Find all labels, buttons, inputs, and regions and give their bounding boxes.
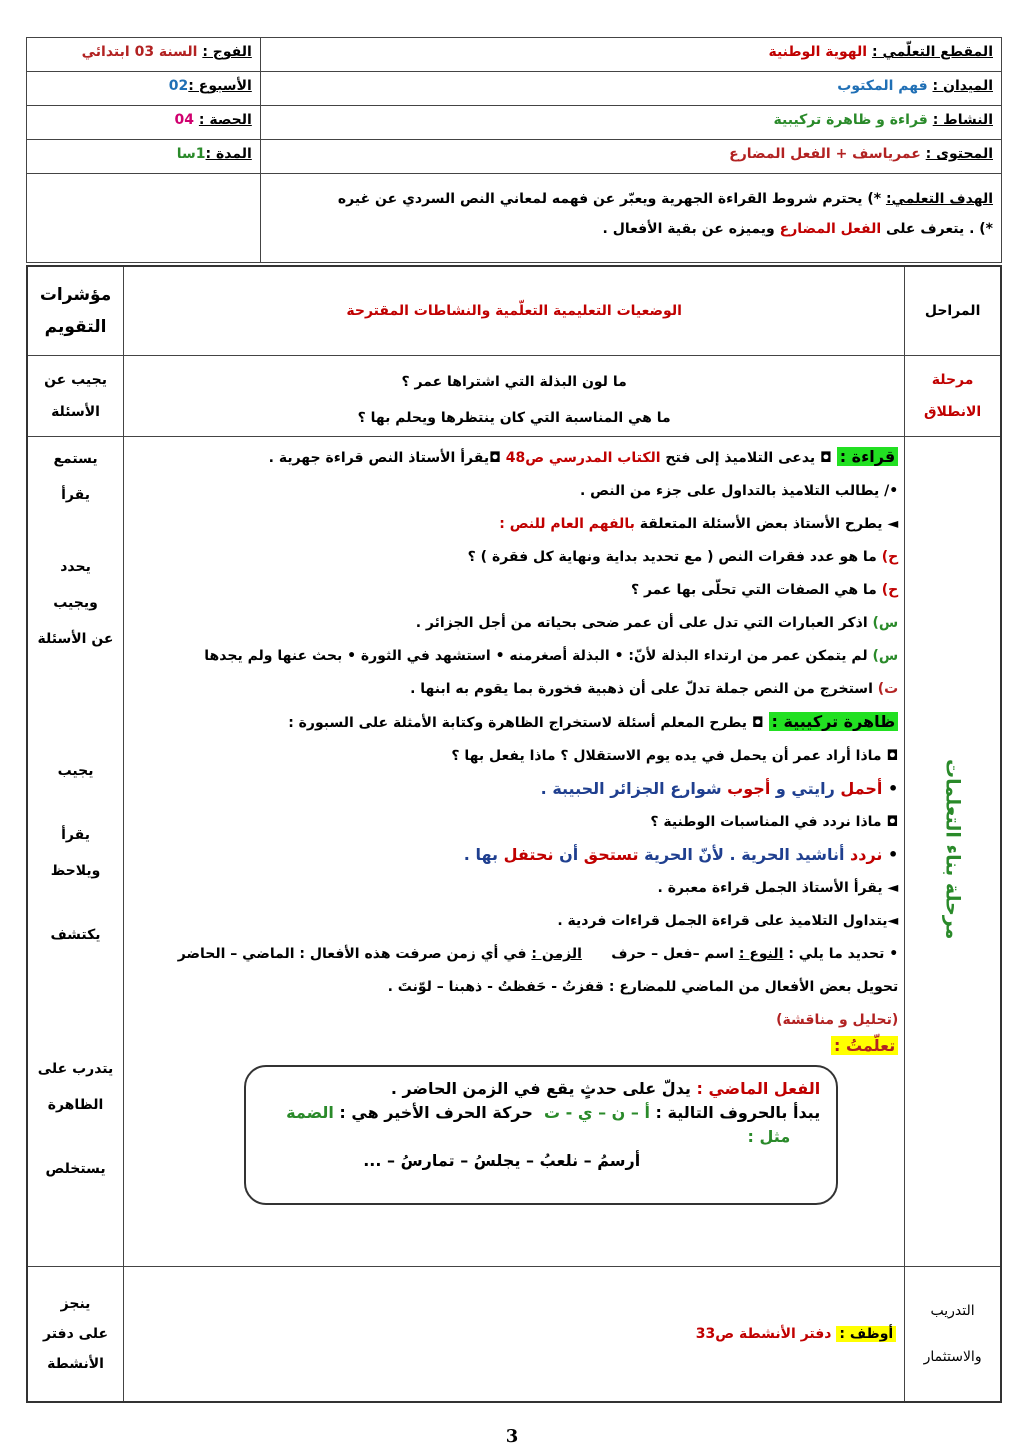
field-value: فهم المكتوب bbox=[837, 78, 928, 94]
rule-box bbox=[244, 1065, 838, 1205]
question-s2 bbox=[134, 646, 898, 666]
question-s1 bbox=[134, 613, 898, 633]
example-1-verb-1: أحمل bbox=[840, 779, 883, 798]
questions-intro bbox=[134, 514, 898, 534]
goal-label: الهدف التعلمي: bbox=[885, 191, 993, 207]
rule-1-text: يدلّ على حدثٍ يقع في الزمن الحاضر . bbox=[390, 1079, 691, 1098]
launch-stage-1: مرحلة bbox=[931, 372, 974, 388]
questions-intro-b: بالفهم العام للنص : bbox=[499, 516, 635, 532]
activity-value: قراءة و ظاهرة تركيبية bbox=[773, 112, 928, 128]
launch-indicators bbox=[27, 356, 124, 437]
example-1-text-2: شوارع الجزائر الحبيبة . bbox=[540, 779, 722, 798]
question-h2-tag: ح) bbox=[881, 582, 899, 598]
identify-intro: • تحديد ما يلي : bbox=[788, 946, 899, 962]
build-content bbox=[124, 437, 905, 1267]
class-value: السنة 03 ابتدائي bbox=[81, 44, 198, 60]
build-ind-discover: يكتشف bbox=[50, 927, 101, 943]
practice-content bbox=[124, 1267, 905, 1402]
segment-value: الهوية الوطنية bbox=[768, 44, 868, 60]
practice-tag: أوظف : bbox=[836, 1326, 896, 1342]
rule-2-mark: الضمة bbox=[286, 1103, 334, 1122]
textbook-ref: الكتاب المدرسي ص48 bbox=[505, 450, 661, 466]
analysis-note: (تحليل و مناقشة) bbox=[776, 1012, 899, 1028]
build-ind-answer: ويجيب bbox=[53, 595, 98, 611]
practice-ind-1: ينجز bbox=[60, 1295, 91, 1312]
duration-label: المدة : bbox=[205, 146, 252, 162]
rule-2-text-b: حركة الحرف الأخير هي : bbox=[339, 1103, 533, 1122]
build-ind-practice: يتدرب على bbox=[37, 1061, 114, 1077]
reading-tag: قراءة : bbox=[837, 447, 899, 466]
learned-line bbox=[134, 1036, 898, 1057]
build-stage bbox=[905, 437, 1001, 1267]
launch-questions bbox=[124, 356, 905, 437]
build-ind-identify: يحدد bbox=[60, 559, 91, 575]
reading-text-b: ◘يقرأ الأستاذ النص قراءة جهرية . bbox=[268, 450, 501, 466]
questions-intro-a: ◄ يطرح الأستاذ بعض الأسئلة المتعلقة bbox=[639, 516, 899, 532]
question-t-tag: ت) bbox=[877, 681, 899, 697]
goal-cell bbox=[260, 174, 1001, 262]
goal-empty-cell bbox=[27, 174, 261, 262]
rule-line-2 bbox=[262, 1101, 820, 1125]
question-t-text: استخرج من النص جملة تدلّ على أن ذهبية فخورة بما يقوم به ابنها . bbox=[410, 681, 873, 697]
example-2-text-1: أناشيد الحرية . لأنّ الحرية bbox=[644, 845, 845, 864]
build-ind-conclude: يستخلص bbox=[45, 1161, 106, 1177]
question-s1-tag: س) bbox=[872, 615, 899, 631]
duration-value: 1سا bbox=[176, 146, 206, 162]
indicators-header-1: مؤشرات bbox=[39, 284, 112, 305]
content-label: المحتوى : bbox=[925, 146, 993, 162]
example-1-verb-2: أجوب bbox=[727, 779, 771, 798]
session-label: الحصة : bbox=[198, 112, 252, 128]
rule-line-3: مثل : bbox=[747, 1127, 791, 1146]
launch-stage bbox=[905, 356, 1001, 437]
goal-text-2b: ويميزه عن بقية الأفعال . bbox=[602, 221, 775, 237]
question-h2 bbox=[134, 580, 898, 600]
build-ind-read-2: يقرأ bbox=[61, 827, 90, 843]
class-label: الفوج : bbox=[202, 44, 252, 60]
week-label: الأسبوع : bbox=[188, 78, 252, 94]
example-2-text-2: أن bbox=[559, 845, 579, 864]
time-label: الزمن : bbox=[531, 946, 582, 962]
header-table bbox=[26, 37, 1002, 174]
build-ind-answer-2: يجيب bbox=[57, 763, 94, 779]
learned-tag: تعلّمتُ : bbox=[831, 1036, 898, 1055]
field-label: الميدان : bbox=[932, 78, 993, 94]
example-1-text-1: رايتي و bbox=[775, 779, 835, 798]
indicators-header bbox=[27, 266, 124, 356]
launch-ind-1: يجيب عن bbox=[44, 372, 107, 388]
lesson-sheet bbox=[26, 37, 1002, 1403]
rule-line-1 bbox=[262, 1077, 820, 1101]
type-label: النوع : bbox=[738, 946, 784, 962]
rule-2-text-a: يبدأ بالحروف التالية : bbox=[655, 1103, 821, 1122]
convert-line: تحويل بعض الأفعال من الماضي للمضارع : قفزتُ - حَفظتُ - ذهبنا – لوّنتَ . bbox=[387, 979, 899, 995]
build-ind-read: يقرأ bbox=[61, 487, 90, 503]
identify-line bbox=[134, 944, 898, 964]
question-h1 bbox=[134, 547, 898, 567]
indicators-header-2: التقويم bbox=[44, 316, 107, 337]
reading-line bbox=[134, 447, 898, 468]
practice-ind-3: الأنشطة bbox=[47, 1355, 104, 1372]
build-indicators bbox=[27, 437, 124, 1267]
launch-stage-2: الانطلاق bbox=[923, 404, 982, 420]
practice-ind-2: على دفتر bbox=[42, 1325, 109, 1342]
goal-text-2a: *) . يتعرف على bbox=[886, 221, 993, 237]
launch-ind-2: الأسئلة bbox=[51, 404, 100, 420]
practice-stage-1: التدريب bbox=[930, 1302, 975, 1319]
page-number: 3 bbox=[505, 1426, 519, 1447]
reading-text-a: ◘ يدعى التلاميذ إلى فتح bbox=[665, 450, 832, 466]
example-1: • أحمل رايتي و أجوب شوارع الجزائر الحبيبة . bbox=[540, 779, 899, 798]
session-cell bbox=[27, 106, 261, 140]
goal-highlight: الفعل المضارع bbox=[779, 221, 882, 237]
week-value: 02 bbox=[168, 78, 189, 94]
build-ind-questions: عن الأسئلة bbox=[37, 631, 114, 647]
main-table bbox=[26, 265, 1002, 1403]
practice-stage-2: والاستثمار bbox=[923, 1348, 982, 1365]
segment-cell bbox=[260, 38, 1001, 72]
activities-header-text: الوضعيات التعليمية التعلّمية والنشاطات المقترحة bbox=[346, 302, 682, 319]
example-2-verb-2: تستحق bbox=[583, 845, 639, 864]
week-cell bbox=[27, 72, 261, 106]
example-2: • نردد أناشيد الحرية . لأنّ الحرية تستحق أن نحتفل بها . bbox=[463, 845, 899, 864]
question-h2-text: ما هي الصفات التي تحلّى بها عمر ؟ bbox=[630, 582, 877, 598]
question-h1-text: ما هو عدد فقرات النص ( مع تحديد بداية ونهاية كل فقرة ) ؟ bbox=[467, 549, 877, 565]
field-cell bbox=[260, 72, 1001, 106]
example-2-verb-3: نحتفل bbox=[503, 845, 554, 864]
build-ind-phenomenon: الظاهرة bbox=[47, 1097, 104, 1113]
grammar-question-2: ◘ ماذا نردد في المناسبات الوطنية ؟ bbox=[650, 814, 899, 830]
goal-line-1 bbox=[269, 184, 993, 214]
rule-line-4: أرسمُ – نلعبُ – يجلسُ – تمارسُ – ... bbox=[363, 1151, 641, 1170]
rule-2-letters: أ – ن – ي - ت bbox=[544, 1103, 650, 1122]
grammar-intro: ◘ يطرح المعلم أسئلة لاستخراج الظاهرة وكتابة الأمثلة على السبورة : bbox=[288, 715, 764, 731]
example-2-text-3: بها . bbox=[463, 845, 499, 864]
question-s2-text: لم يتمكن عمر من ارتداء البذلة لأنّ: • البذلة أصغرمنه • استشهد في الثورة • بحث عنها ولم يجدها bbox=[204, 648, 868, 664]
question-t bbox=[134, 679, 898, 699]
teacher-reads: ◄ يقرأ الأستاذ الجمل قراءة معبرة . bbox=[657, 880, 899, 896]
goal-table bbox=[26, 174, 1002, 263]
time-values: في أي زمن صرفت هذه الأفعال : الماضي – الحاضر bbox=[177, 946, 527, 962]
rule-1-term: الفعل الماضي : bbox=[696, 1079, 821, 1098]
grammar-tag: ظاهرة تركيبية : bbox=[769, 712, 899, 731]
question-s2-tag: س) bbox=[872, 648, 899, 664]
goal-line-2 bbox=[269, 214, 993, 244]
grammar-question-1: ◘ ماذا أراد عمر أن يحمل في يده يوم الاستقلال ؟ ماذا يفعل بها ؟ bbox=[451, 748, 899, 764]
question-h1-tag: ح) bbox=[881, 549, 899, 565]
build-stage-text: مرحلة بناء التعلمات bbox=[941, 759, 964, 940]
grammar-line bbox=[134, 712, 898, 733]
example-2-verb-1: نردد bbox=[850, 845, 883, 864]
activity-cell bbox=[260, 106, 1001, 140]
turns-line: •/ يطالب التلاميذ بالتداول على جزء من النص . bbox=[579, 483, 899, 499]
session-value: 04 bbox=[174, 112, 195, 128]
launch-question-1: ما لون البذلة التي اشتراها عمر ؟ bbox=[401, 374, 627, 390]
practice-text: دفتر الأنشطة ص33 bbox=[695, 1325, 832, 1342]
segment-label: المقطع التعلّمي : bbox=[871, 44, 993, 60]
content-cell bbox=[260, 140, 1001, 174]
content-value: عمرياسف + الفعل المضارع bbox=[729, 146, 921, 162]
class-cell bbox=[27, 38, 261, 72]
type-values: اسم –فعل – حرف bbox=[611, 946, 734, 962]
question-s1-text: اذكر العبارات التي تدل على أن عمر ضحى بحياته من أجل الجزائر . bbox=[415, 615, 868, 631]
activities-header bbox=[124, 266, 905, 356]
stages-header-text: المراحل bbox=[924, 302, 981, 319]
goal-text-1: *) يحترم شروط القراءة الجهرية ويعبّر عن فهمه لمعاني النص السردي عن غيره bbox=[337, 191, 882, 207]
stages-header bbox=[905, 266, 1001, 356]
activity-label: النشاط : bbox=[932, 112, 993, 128]
practice-stage bbox=[905, 1267, 1001, 1402]
pupils-read: ◄يتداول التلاميذ على قراءة الجمل قراءات فردية . bbox=[557, 913, 899, 929]
practice-indicators bbox=[27, 1267, 124, 1402]
build-ind-listen: يستمع bbox=[53, 451, 98, 467]
build-ind-observe: ويلاحظ bbox=[50, 863, 101, 879]
duration-cell bbox=[27, 140, 261, 174]
launch-question-2: ما هي المناسبة التي كان ينتظرها ويحلم بها ؟ bbox=[357, 410, 671, 426]
